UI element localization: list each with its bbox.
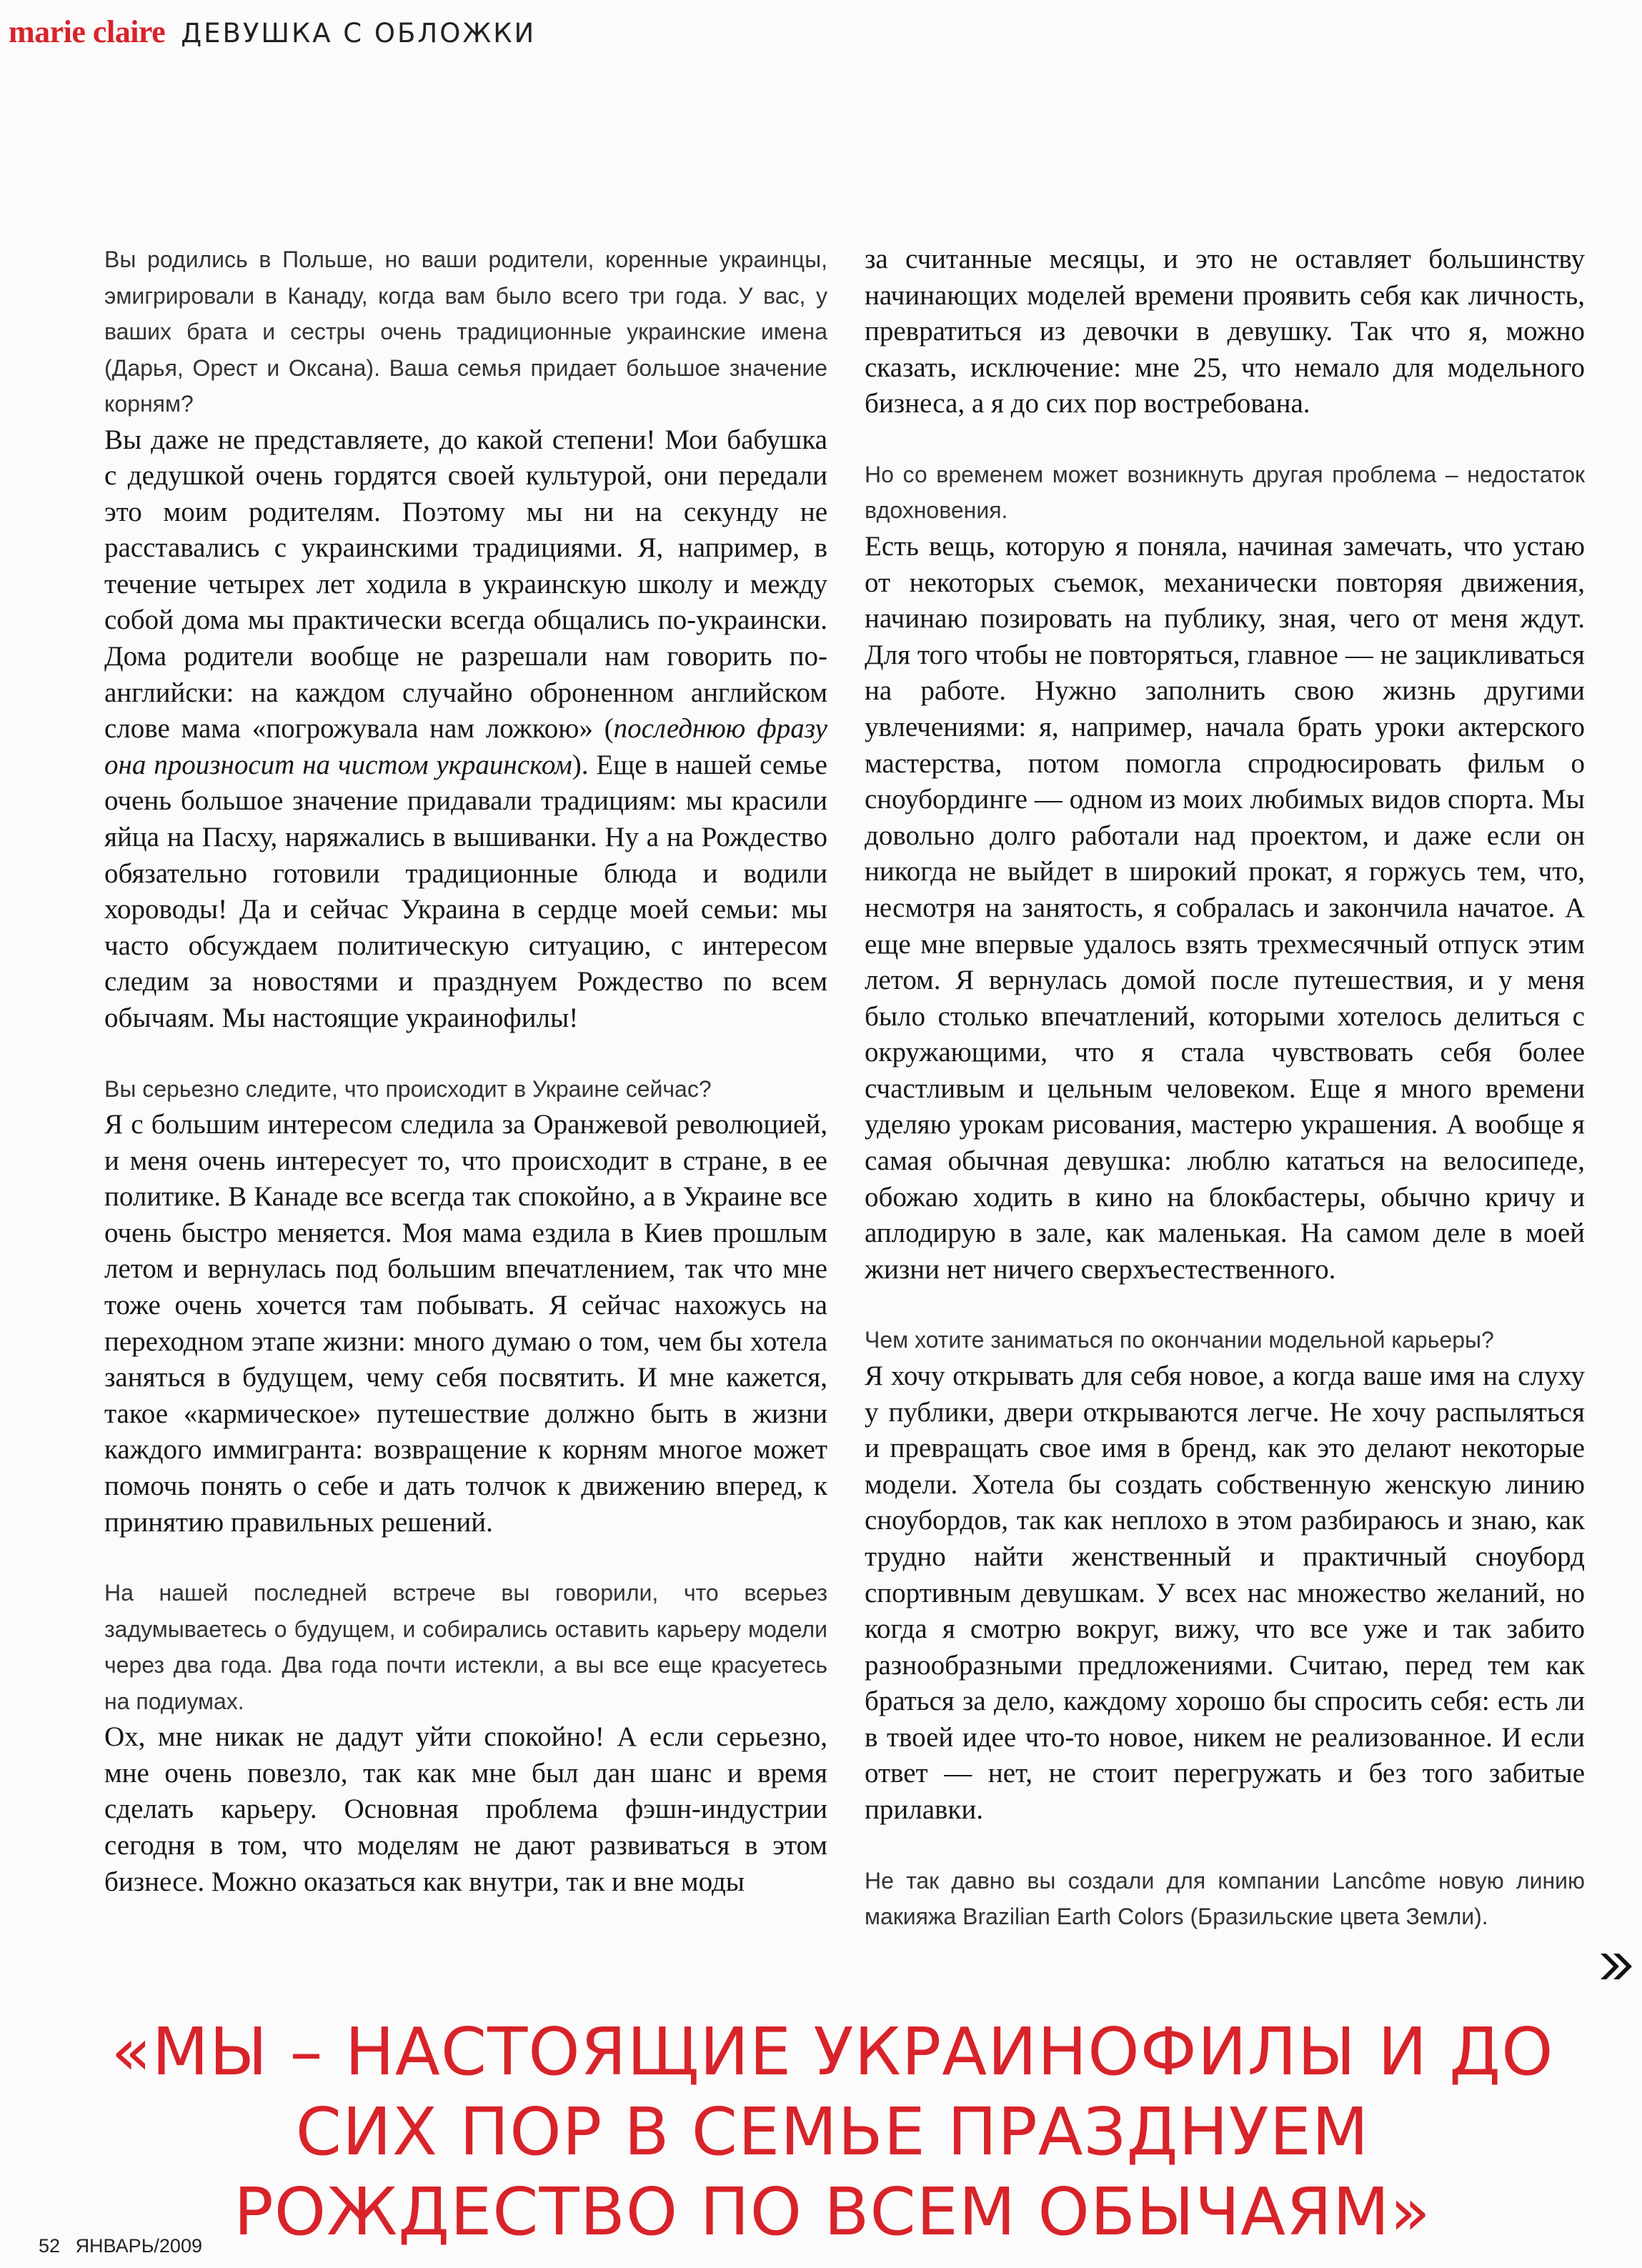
question-5: Чем хотите заниматься по окончании модельной карьеры? xyxy=(865,1327,1494,1353)
answer-1 xyxy=(104,422,827,1037)
section-title: ДЕВУШКА С ОБЛОЖКИ xyxy=(181,17,537,49)
page-number: 52 xyxy=(39,2235,61,2257)
question-1: Вы родились в Польше, но ваши родители, коренные украинцы, эмигрировали в Канаду, когда вам было всего три года. У вас, у ваших брата и сестры очень традиционные украинские имена (Дарья, Орест и Оксана). Ваша семья придает большое значение корням? xyxy=(104,247,827,417)
issue-date: ЯНВАРЬ/2009 xyxy=(75,2235,202,2257)
answer-1-text: Вы даже не представляете, до какой степени! Мои бабушка с дедушкой очень гордятся своей культурой, они передали это моим родителям. Поэтому мы ни на секунду не расставались с украинскими традициями. Я, например, в течение четырех лет ходила в украинскую школу и между собой дома мы практически всегда общались по-украински. Дома родители вообще не разрешали нам говорить по-английски: на каждом случайно оброненном английском слове мама «погрожувала нам ложкою» ( xyxy=(104,424,827,745)
question-2: Вы серьезно следите, что происходит в Украине сейчас? xyxy=(104,1075,712,1102)
answer-3: Ох, мне никак не дадут уйти спокойно! А если серьезно, мне очень повезло, так как мне был дан шанс и время сделать карьеру. Основная проблема фэшн-индустрии сегодня в том, что моделям не дают развиваться в этом бизнесе. Можно оказаться как внутри, так и вне моды xyxy=(104,1721,827,1897)
question-3: На нашей последней встрече вы говорили, что всерьез задумываетесь о будущем, и собирались оставить карьеру модели через два года. Два года почти истекли, а вы все еще красуетесь на подиумах. xyxy=(104,1580,827,1714)
answer-1-italic: последнюю фразу она произносит на чистом украинском xyxy=(104,713,827,780)
question-4: Но со временем может возникнуть другая проблема – недостаток вдохновения. xyxy=(865,461,1585,524)
right-column xyxy=(865,242,1585,1935)
page-footer xyxy=(39,2235,212,2257)
page-header xyxy=(9,10,536,53)
answer-4: Есть вещь, которую я поняла, начиная замечать, что устаю от некоторых съемок, механически повторяя движения, начинаю позировать на публику, зная, чего от меня ждут. Для того чтобы не повторяться, главное — не зацикливаться на работе. Нужно заполнить свою жизнь другими увлечениями: я, например, начала брать уроки актерского мастерства, потом помогла спродюсировать фильм о сноубординге — одном из моих любимых видов спорта. Мы довольно долго работали над проектом, и даже если он никогда не выйдет в широкий прокат, я горжусь тем, что, несмотря на занятость, я собралась и закончила начатое. А еще мне впервые удалось взять трехмесячный отпуск этим летом. Я вернулась домой после путешествия, и у меня было столько впечатлений, которыми хотелось делиться с окружающими, что я стала чувствовать себя более счастливым и цельным человеком. Еще я много времени уделяю урокам рисования, мастерю украшения. А вообще я самая обычная девушка: люблю кататься на велосипеде, обожаю ходить в кино на блокбастеры, обычно кричу и аплодирую в зале, как маленькая. На самом деле в моей жизни нет ничего сверхъестественного. xyxy=(865,530,1585,1285)
question-6: Не так давно вы создали для компании Lancôme новую линию макияжа Brazilian Earth Colors (Бразильские цвета Земли). xyxy=(865,1867,1585,1930)
answer-1-tail: ). Еще в нашей семье очень большое значение придавали традициям: мы красили яйца на Пасху, наряжались в вышиванки. Ну а на Рождество обязательно готовили традиционные блюда и водили хороводы! Да и сейчас Украина в сердце моей семьи: мы часто обсуждаем политическую ситуацию, с интересом следим за новостями и празднуем Рождество по всем обычаям. Мы настоящие украинофилы! xyxy=(104,749,827,1033)
answer-3-continued: за считанные месяцы, и это не оставляет большинству начинающих моделей времени проявить себя как личность, превратиться из девочки в девушку. Так что я, можно сказать, исключение: мне 25, что немало для модельного бизнеса, а я до сих пор востребована. xyxy=(865,244,1585,419)
answer-5: Я хочу открывать для себя новое, а когда ваше имя на слуху у публики, двери открываются легче. Не хочу распыляться и превращать свое имя в бренд, как это делают некоторые модели. Хотела бы создать собственную женскую линию сноубордов, так как неплохо в этом разбираюсь и знаю, как трудно найти женственный и практичный сноуборд спортивным девушкам. У всех нас множество желаний, но когда я смотрю вокруг, вижу, что все уже и так забито разнообразными предложениями. Считаю, перед тем как браться за дело, каждому хорошо бы спросить себя: есть ли в твоей идее что-то новое, никем не реализованное. И если ответ — нет, не стоит перегружать и без того забитые прилавки. xyxy=(865,1360,1585,1826)
double-chevron-right-icon xyxy=(1598,1949,1635,1984)
answer-2: Я с большим интересом следила за Оранжевой революцией, и меня очень интересует то, что происходит в стране, в ее политике. В Канаде все всегда так спокойно, а в Украине все очень быстро меняется. Моя мама ездила в Киев прошлым летом и вернулась под большим впечатлением, так что мне тоже очень хочется там побывать. Я сейчас нахожусь на переходном этапе жизни: много думаю о том, чем бы хотела заняться в будущем, чему себя посвятить. И мне кажется, такое «кармическое» путешествие должно быть в жизни каждого иммигранта: возвращение к корням многое может помочь понять о себе и дать толчок к движению вперед, к принятию правильных решений. xyxy=(104,1109,827,1538)
pull-quote: «МЫ – НАСТОЯЩИЕ УКРАИНОФИЛЫ И ДО СИХ ПОР В СЕМЬЕ ПРАЗДНУЕМ РОЖДЕСТВО ПО ВСЕМ ОБЫЧАЯМ» xyxy=(111,2014,1554,2250)
brand-logo: marie claire xyxy=(9,14,166,49)
left-column xyxy=(104,242,827,1900)
